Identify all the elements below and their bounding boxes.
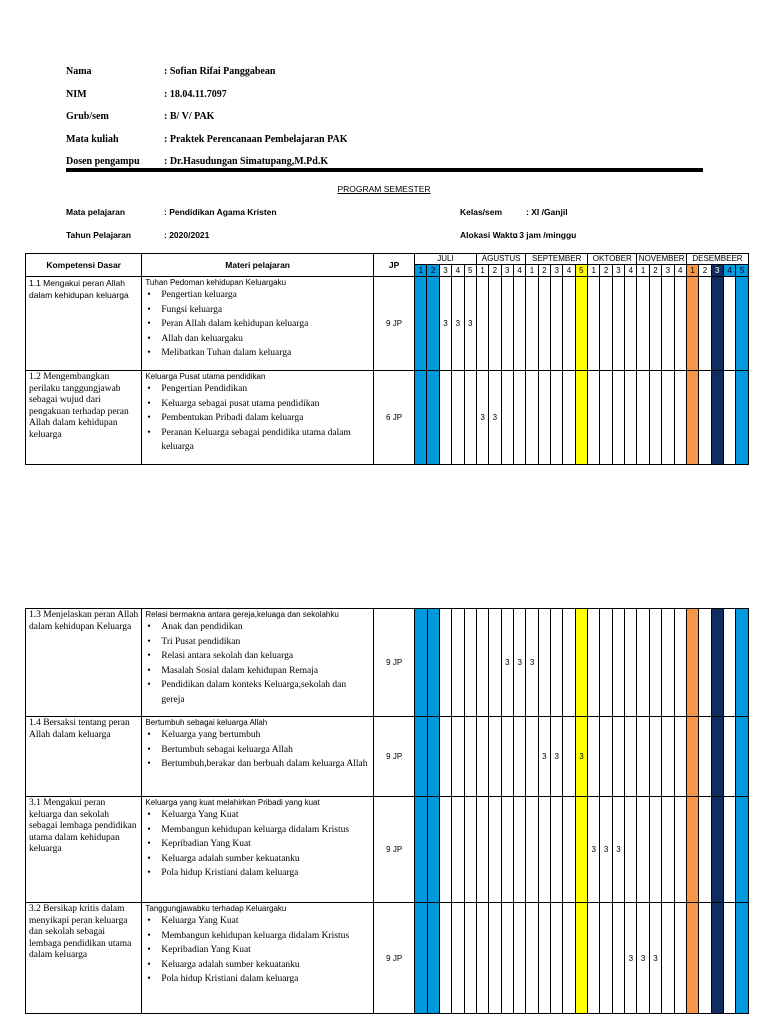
jp-header: JP	[373, 254, 414, 277]
week-cell	[662, 371, 674, 465]
materi-title: Tanggungjawabku terhadap Keluargaku	[145, 904, 287, 913]
week-cell	[736, 797, 749, 903]
semester-table-2	[25, 608, 749, 1014]
week-cell	[477, 717, 489, 797]
week-cell: 3	[538, 717, 550, 797]
materi-list	[145, 808, 370, 881]
week-cell: 3	[514, 609, 526, 717]
week-cell	[674, 277, 686, 371]
week-header: 3	[711, 265, 723, 277]
week-cell	[686, 371, 698, 465]
materi-cell	[142, 903, 374, 1014]
list-item: • Kepribadian Yang Kuat	[145, 943, 370, 958]
week-cell	[711, 797, 723, 903]
week-cell	[588, 903, 600, 1014]
week-cell	[464, 371, 476, 465]
semester-table-1	[25, 253, 749, 465]
table-row	[26, 797, 749, 903]
week-cell	[686, 609, 698, 717]
week-header: 5	[464, 265, 476, 277]
week-cell	[699, 717, 711, 797]
week-cell	[699, 609, 711, 717]
week-cell	[723, 797, 735, 903]
list-item: • Pembentukan Pribadi dalam keluarga	[145, 411, 370, 426]
subject-label: Mata pelajaran	[66, 207, 126, 217]
week-cell	[723, 609, 735, 717]
month-header: OKTOBER	[588, 254, 637, 265]
list-item: • Peranan Keluarga sebagai pendidika utama dalam keluarga	[145, 426, 370, 455]
week-cell	[538, 609, 550, 717]
week-cell: 3	[551, 717, 563, 797]
week-cell	[415, 277, 427, 371]
week-cell	[489, 717, 501, 797]
materi-header: Materi pelajaran	[142, 254, 374, 277]
week-cell	[476, 277, 488, 371]
week-cell	[563, 371, 575, 465]
week-cell	[489, 609, 501, 717]
class-value: : XI /Ganjil	[526, 207, 568, 217]
list-item: • Relasi antara sekolah dan keluarga	[145, 649, 370, 664]
week-cell	[452, 797, 464, 903]
list-item: • Allah dan keluargaku	[145, 332, 370, 347]
week-cell	[526, 277, 538, 371]
week-cell	[662, 717, 674, 797]
week-cell	[563, 717, 575, 797]
week-cell	[723, 371, 735, 465]
week-cell	[452, 371, 464, 465]
week-cell	[674, 717, 686, 797]
materi-list	[145, 620, 370, 707]
week-cell	[489, 903, 501, 1014]
month-header-row	[26, 254, 749, 265]
materi-title: Keluarga yang kuat melahirkan Pribadi yang kuat	[145, 798, 320, 807]
list-item: • Keluarga yang bertumbuh	[145, 728, 370, 743]
week-cell	[637, 797, 649, 903]
jp-cell: 9 JP	[374, 903, 415, 1014]
week-cell	[600, 609, 612, 717]
week-cell	[723, 717, 735, 797]
week-cell	[526, 717, 538, 797]
materi-cell	[142, 371, 374, 465]
kompetensi-dasar-cell: 1.4 Bersaksi tentang peran Allah dalam keluarga	[26, 717, 142, 797]
week-cell: 3	[588, 797, 600, 903]
week-cell	[625, 371, 637, 465]
materi-title: Keluarga Pusat utama pendidikan	[145, 372, 266, 381]
week-header: 1	[588, 265, 600, 277]
week-cell	[625, 717, 637, 797]
week-cell	[600, 371, 612, 465]
week-cell	[649, 371, 661, 465]
nim-label: NIM	[66, 88, 87, 100]
week-cell	[674, 797, 686, 903]
materi-list	[145, 914, 370, 987]
week-cell	[711, 903, 723, 1014]
group-row	[66, 111, 706, 134]
week-cell	[439, 717, 451, 797]
week-cell	[575, 609, 587, 717]
week-cell	[415, 903, 427, 1014]
week-cell	[662, 797, 674, 903]
week-cell	[415, 609, 427, 717]
page-title: PROGRAM SEMESTER	[337, 184, 431, 194]
subject-value: : Pendidikan Agama Kristen	[164, 207, 277, 217]
week-cell	[736, 371, 749, 465]
list-item: • Keluarga adalah sumber kekuatanku	[145, 958, 370, 973]
week-cell	[699, 371, 711, 465]
week-cell	[686, 277, 698, 371]
week-cell	[723, 903, 735, 1014]
kompetensi-dasar-cell: 1.1 Mengakui peran Allah dalam kehidupan keluarga	[26, 277, 142, 371]
week-header: 5	[575, 265, 587, 277]
week-cell	[575, 277, 587, 371]
course-row	[66, 134, 706, 157]
week-header: 2	[489, 265, 501, 277]
month-header: AGUSTUS	[476, 254, 525, 265]
year-label: Tahun Pelajaran	[66, 230, 132, 240]
week-cell	[415, 717, 427, 797]
week-cell	[415, 371, 427, 465]
week-header: 4	[625, 265, 637, 277]
week-cell	[674, 371, 686, 465]
week-cell	[588, 371, 600, 465]
week-header: 3	[501, 265, 513, 277]
week-cell	[538, 903, 550, 1014]
lecturer-value: : Dr.Hasudungan Simatupang,M.Pd.K	[164, 156, 329, 167]
week-cell	[600, 277, 612, 371]
jp-cell: 9 JP	[374, 797, 415, 903]
week-cell: 3	[575, 717, 587, 797]
jp-cell: 6 JP	[373, 371, 414, 465]
week-cell	[662, 277, 674, 371]
course-value: : Praktek Perencanaan Pembelajaran PAK	[164, 133, 348, 145]
week-header: 1	[415, 265, 427, 277]
week-cell: 3	[439, 277, 451, 371]
week-cell	[551, 371, 563, 465]
list-item: • Pendidikan dalam konteks Keluarga,sekolah dan gereja	[145, 678, 370, 707]
materi-list	[145, 382, 370, 455]
week-cell: 3	[452, 277, 464, 371]
course-label: Mata kuliah	[66, 133, 119, 145]
list-item: • Keluarga adalah sumber kekuatanku	[145, 852, 370, 867]
week-cell	[464, 797, 476, 903]
week-cell: 3	[625, 903, 637, 1014]
list-item: • Keluarga sebagai pusat utama pendidikan	[145, 397, 370, 412]
lecturer-label: Dosen pengampu	[66, 156, 140, 167]
week-cell: 3	[649, 903, 661, 1014]
week-cell	[674, 609, 686, 717]
week-cell: 3	[476, 371, 488, 465]
week-cell	[736, 277, 749, 371]
week-cell: 3	[600, 797, 612, 903]
week-header: 2	[427, 265, 439, 277]
week-header: 3	[612, 265, 624, 277]
month-header: DESEMBEER	[686, 254, 748, 265]
week-cell	[427, 371, 439, 465]
week-cell	[588, 609, 600, 717]
week-cell	[662, 903, 674, 1014]
jp-cell: 9 JP	[374, 609, 415, 717]
month-header: NOVEMBER	[638, 254, 685, 263]
week-cell	[649, 797, 661, 903]
month-header: SEPTEMBER	[526, 254, 588, 265]
list-item: • Peran Allah dalam kehidupan keluarga	[145, 317, 370, 332]
week-cell	[551, 609, 563, 717]
week-cell	[477, 903, 489, 1014]
kompetensi-dasar-cell: 3.1 Mengakui peran keluarga dan sekolah sebagai lembaga pendidikan utama dalam kehidupan keluarga	[26, 797, 142, 903]
week-cell	[427, 277, 439, 371]
week-header: 1	[526, 265, 538, 277]
week-cell	[612, 717, 624, 797]
week-cell: 3	[637, 903, 649, 1014]
materi-cell	[142, 797, 374, 903]
week-cell	[625, 797, 637, 903]
week-cell: 3	[501, 609, 513, 717]
week-header: 2	[649, 265, 661, 277]
table-row	[26, 371, 749, 465]
week-cell	[415, 797, 427, 903]
week-cell	[637, 277, 649, 371]
week-cell	[600, 717, 612, 797]
list-item: • Fungsi keluarga	[145, 303, 370, 318]
week-cell	[736, 717, 749, 797]
week-cell	[637, 717, 649, 797]
week-cell	[501, 277, 513, 371]
kompetensi-dasar-cell: 3.2 Bersikap kritis dalam menyikapi peran keluarga dan sekolah sebagai lembaga pendidikan utama dalam keluarga	[26, 903, 142, 1014]
week-cell	[686, 903, 698, 1014]
list-item: • Membangun kehidupan keluarga didalam Kristus	[145, 823, 370, 838]
kd-header: Kompetensi Dasar	[26, 254, 142, 277]
week-cell	[489, 797, 501, 903]
week-header: 3	[551, 265, 563, 277]
name-value: : Sofian Rifai Panggabean	[164, 66, 276, 77]
week-cell	[551, 903, 563, 1014]
week-cell: 3	[526, 609, 538, 717]
table-row	[26, 717, 749, 797]
list-item: • Bertumbuh,berakar dan berbuah dalam keluarga Allah	[145, 757, 370, 772]
nim-value: : 18.04.11.7097	[164, 88, 227, 100]
week-cell	[600, 903, 612, 1014]
week-cell	[575, 797, 587, 903]
list-item: • Membangun kehidupan keluarga didalam Kristus	[145, 929, 370, 944]
week-cell	[736, 903, 749, 1014]
week-header: 1	[637, 265, 649, 277]
materi-list	[145, 728, 370, 772]
week-cell	[464, 717, 476, 797]
list-item: • Pengertian Pendidikan	[145, 382, 370, 397]
week-cell	[464, 903, 476, 1014]
week-header: 4	[563, 265, 575, 277]
list-item: • Tri Pusat pendidikan	[145, 635, 370, 650]
materi-cell	[142, 609, 374, 717]
week-cell	[452, 609, 464, 717]
week-cell: 3	[489, 371, 501, 465]
week-cell	[526, 903, 538, 1014]
year-value: : 2020/2021	[164, 230, 210, 240]
jp-cell: 9 JP	[374, 717, 415, 797]
week-cell	[427, 903, 439, 1014]
materi-cell	[142, 277, 374, 371]
kompetensi-dasar-cell: 1.2 Mengembangkan perilaku tanggungjawab sebagai wujud dari pengakuan terhadap peran Allah dalam kehidupan keluarga	[26, 371, 142, 465]
week-cell	[588, 277, 600, 371]
week-cell	[526, 371, 538, 465]
week-cell	[612, 609, 624, 717]
week-cell	[711, 277, 723, 371]
week-cell	[439, 903, 451, 1014]
week-cell	[711, 609, 723, 717]
week-cell	[551, 797, 563, 903]
week-cell: 3	[464, 277, 476, 371]
class-label: Kelas/sem	[460, 207, 503, 217]
week-cell	[699, 903, 711, 1014]
week-cell	[538, 277, 550, 371]
week-cell	[575, 903, 587, 1014]
week-cell	[526, 797, 538, 903]
week-cell	[637, 371, 649, 465]
week-cell	[649, 277, 661, 371]
week-cell: 3	[612, 797, 624, 903]
materi-list	[145, 288, 370, 361]
materi-title: Tuhan Pedoman kehidupan Keluargaku	[145, 278, 287, 287]
week-cell	[563, 797, 575, 903]
week-header: 4	[674, 265, 686, 277]
week-header: 3	[439, 265, 451, 277]
week-cell	[649, 609, 661, 717]
list-item: • Pengertian keluarga	[145, 288, 370, 303]
week-cell	[723, 277, 735, 371]
week-cell	[477, 797, 489, 903]
week-header: 3	[662, 265, 674, 277]
list-item: • Masalah Sosial dalam kehidupan Remaja	[145, 664, 370, 679]
week-cell	[575, 371, 587, 465]
week-cell	[625, 277, 637, 371]
week-cell	[674, 903, 686, 1014]
week-cell	[699, 277, 711, 371]
jp-cell: 9 JP	[373, 277, 414, 371]
week-header: 2	[600, 265, 612, 277]
week-cell	[711, 371, 723, 465]
week-cell	[452, 903, 464, 1014]
week-cell	[477, 609, 489, 717]
week-header: 4	[452, 265, 464, 277]
week-cell	[649, 717, 661, 797]
week-cell	[563, 903, 575, 1014]
week-cell	[489, 277, 501, 371]
week-cell	[736, 609, 749, 717]
list-item: • Pola hidup Kristiani dalam keluarga	[145, 972, 370, 987]
table-row	[26, 609, 749, 717]
week-cell	[501, 371, 513, 465]
list-item: • Pola hidup Kristiani dalam keluarga	[145, 866, 370, 881]
week-cell	[501, 717, 513, 797]
week-cell	[427, 797, 439, 903]
week-cell	[711, 717, 723, 797]
week-cell	[588, 717, 600, 797]
nim-row	[66, 89, 706, 112]
week-cell	[563, 277, 575, 371]
group-label: Grub/sem	[66, 111, 109, 122]
week-cell	[699, 797, 711, 903]
week-cell	[637, 609, 649, 717]
week-cell	[501, 903, 513, 1014]
list-item: • Keluarga Yang Kuat	[145, 914, 370, 929]
name-label: Nama	[66, 66, 92, 77]
list-item: • Anak dan pendidikan	[145, 620, 370, 635]
week-cell	[612, 903, 624, 1014]
week-cell	[439, 371, 451, 465]
week-cell	[513, 277, 525, 371]
week-cell	[427, 609, 439, 717]
time-value: : 3 jam /minggu	[514, 230, 577, 240]
table-row	[26, 277, 749, 371]
week-cell	[501, 797, 513, 903]
week-cell	[686, 717, 698, 797]
materi-cell	[142, 717, 374, 797]
name-row	[66, 66, 706, 89]
week-cell	[551, 277, 563, 371]
week-cell	[514, 717, 526, 797]
week-header: 4	[723, 265, 735, 277]
week-cell	[452, 717, 464, 797]
list-item: • Bertumbuh sebagai keluarga Allah	[145, 743, 370, 758]
materi-title: Bertumbuh sebagai keluarga Allah	[145, 718, 268, 727]
table-row	[26, 903, 749, 1014]
list-item: • Kepribadian Yang Kuat	[145, 837, 370, 852]
week-cell	[514, 903, 526, 1014]
week-cell	[538, 797, 550, 903]
week-cell	[513, 371, 525, 465]
list-item: • Melibatkan Tuhan dalam keluarga	[145, 346, 370, 361]
week-header: 2	[538, 265, 550, 277]
list-item: • Keluarga Yang Kuat	[145, 808, 370, 823]
week-cell	[612, 277, 624, 371]
student-info	[66, 66, 706, 179]
week-cell	[612, 371, 624, 465]
week-header: 2	[699, 265, 711, 277]
week-header: 4	[513, 265, 525, 277]
week-cell	[686, 797, 698, 903]
month-header: JULI	[415, 254, 477, 265]
week-cell	[625, 609, 637, 717]
week-header: 1	[476, 265, 488, 277]
kompetensi-dasar-cell: 1.3 Menjelaskan peran Allah dalam kehidupan Keluarga	[26, 609, 142, 717]
week-cell	[439, 797, 451, 903]
week-cell	[538, 371, 550, 465]
week-cell	[662, 609, 674, 717]
week-cell	[427, 717, 439, 797]
week-cell	[563, 609, 575, 717]
time-label: Alokasi Waktu	[460, 230, 518, 240]
week-cell	[514, 797, 526, 903]
week-header: 1	[686, 265, 698, 277]
materi-title: Relasi bermakna antara gereja,keluaga dan sekolahku	[145, 610, 339, 619]
divider-rule	[66, 168, 703, 172]
week-header: 5	[736, 265, 749, 277]
week-cell	[439, 609, 451, 717]
group-value: : B/ V/ PAK	[164, 111, 215, 122]
week-cell	[464, 609, 476, 717]
